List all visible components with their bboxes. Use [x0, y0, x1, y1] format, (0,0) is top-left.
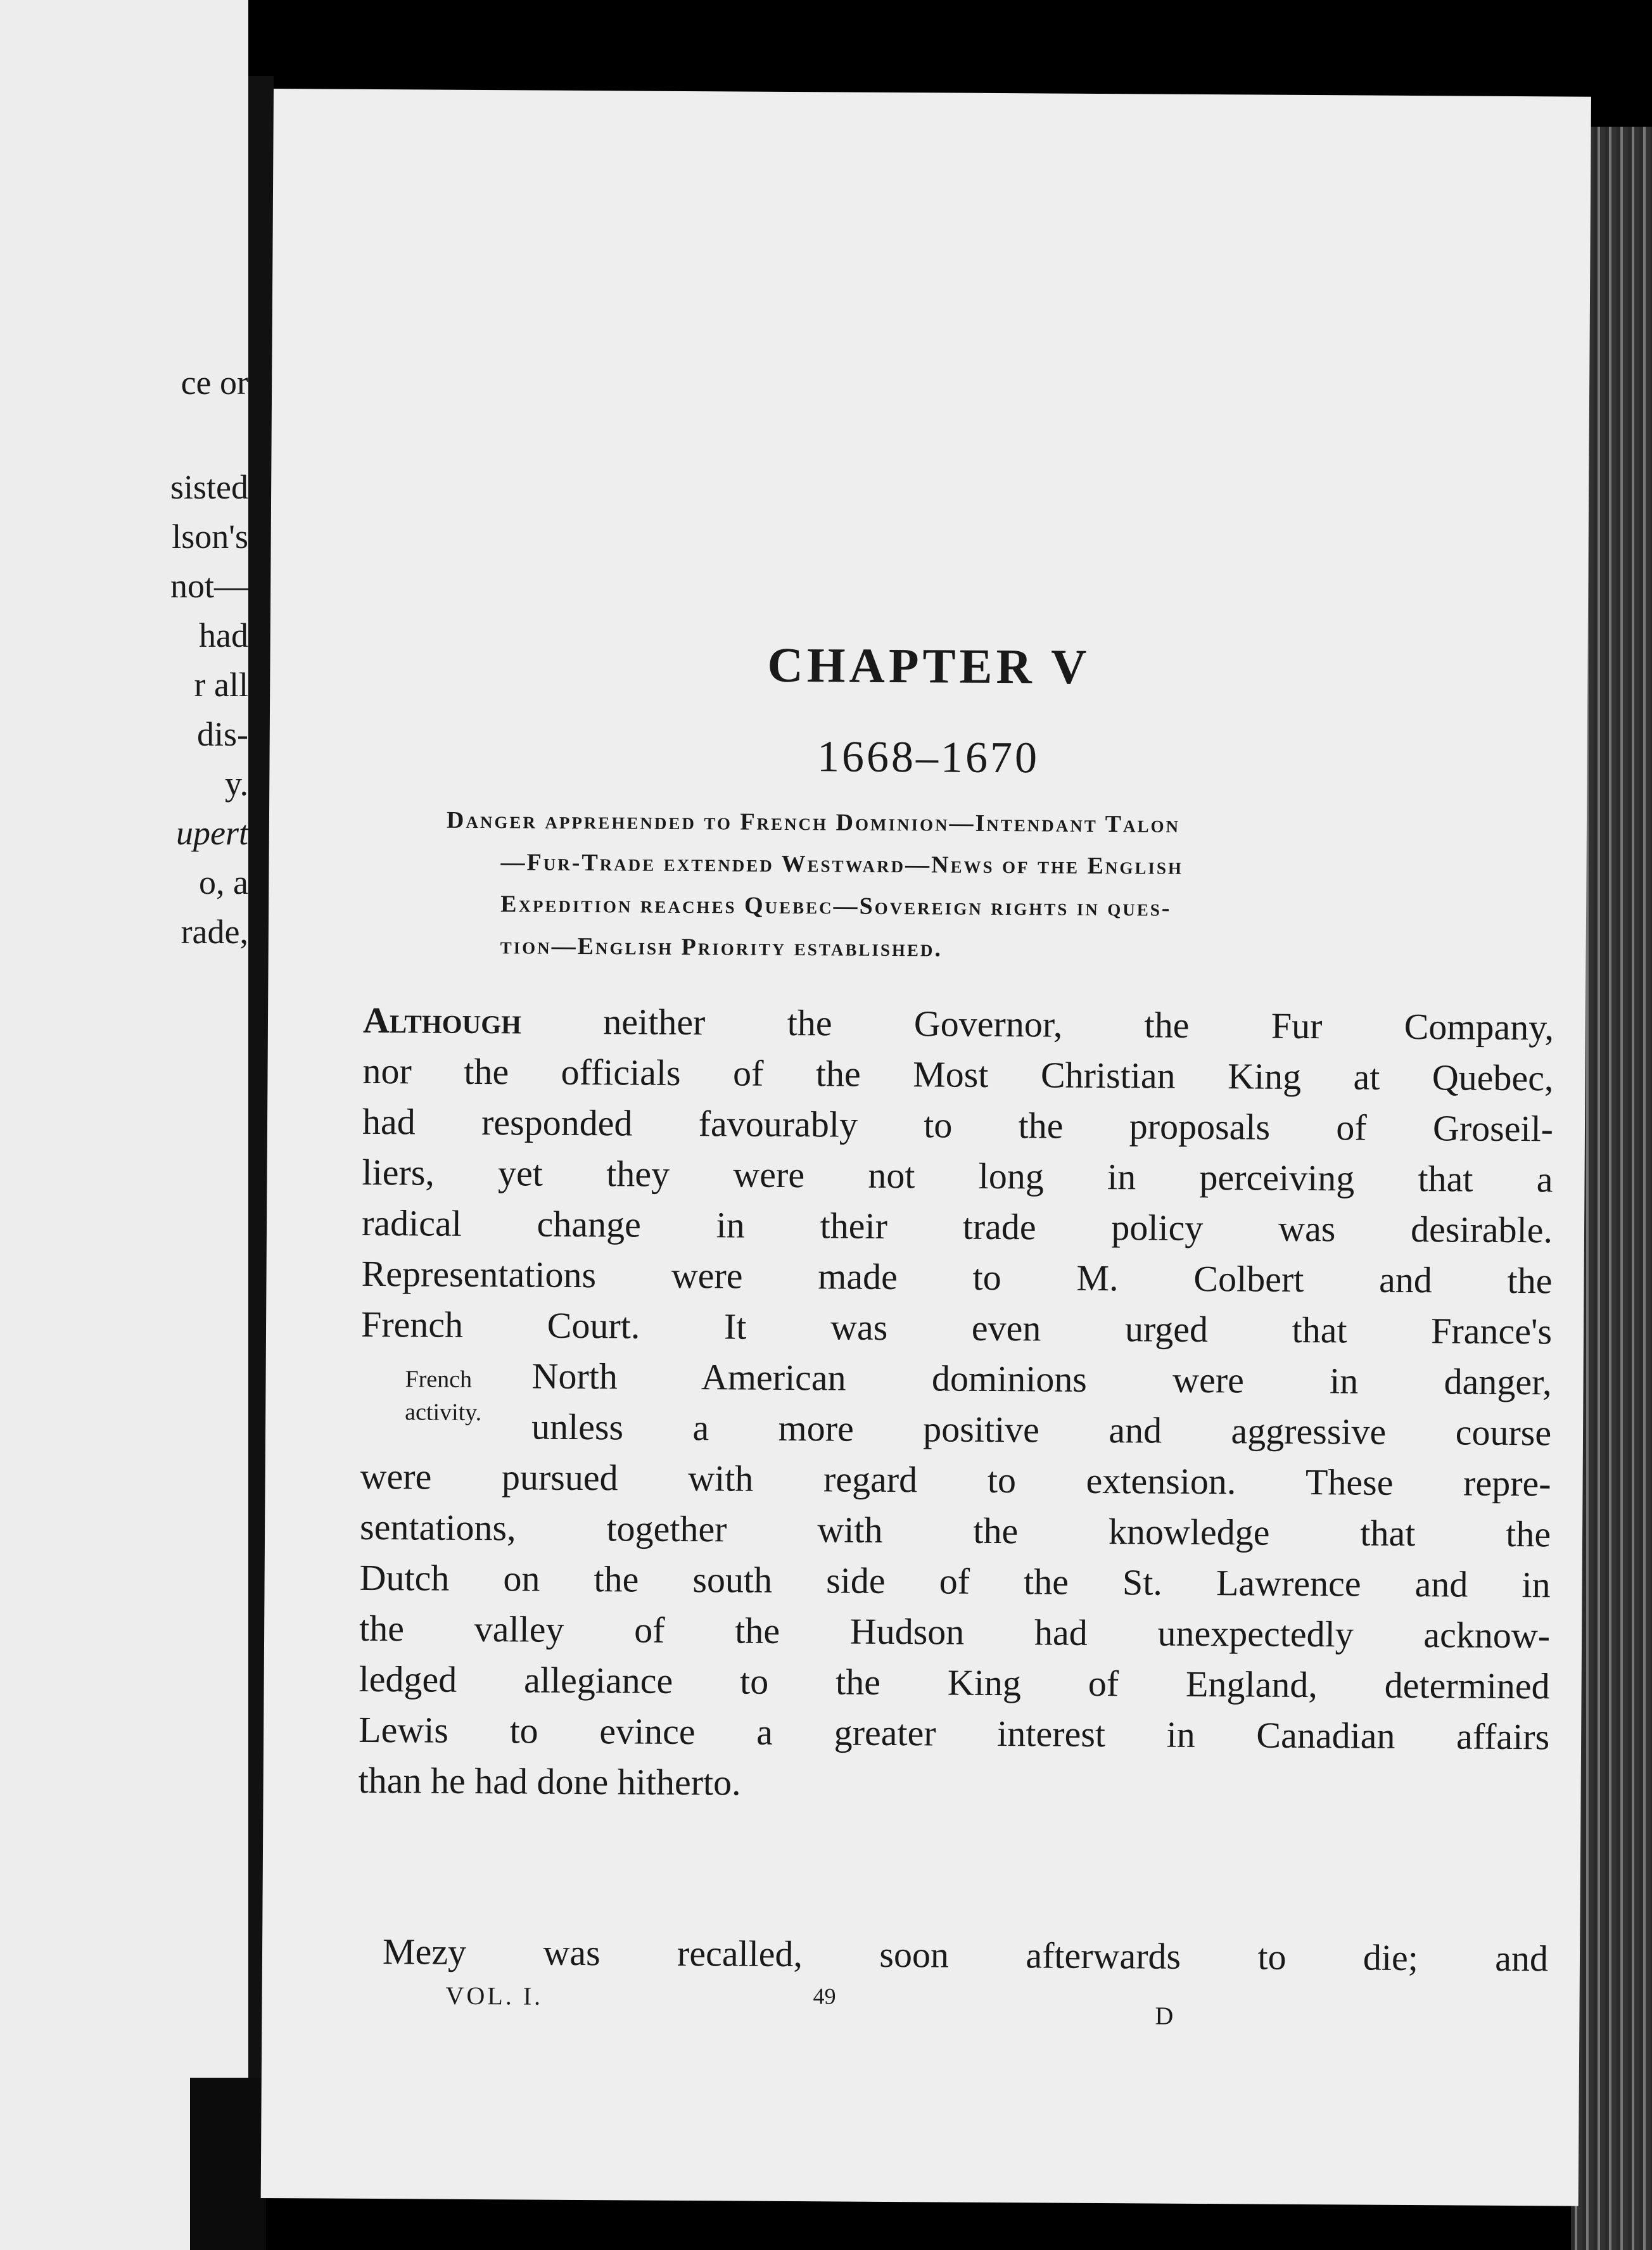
body-line: North American dominions were in danger, — [531, 1355, 1552, 1403]
lead-word: Although — [362, 999, 522, 1042]
body-line: Dutch on the south side of the St. Lawrence and in — [359, 1556, 1551, 1606]
synopsis-line: Danger apprehended to French Dominion—Intendant Talon — [446, 806, 1181, 838]
body-line: Mezy was recalled, soon afterwards to die; and — [382, 1931, 1549, 1980]
previous-page — [0, 0, 248, 2250]
second-paragraph — [383, 1926, 1548, 1984]
left-page-fragment: r all — [194, 666, 248, 704]
left-page-fragment: y. — [225, 765, 248, 803]
body-line: the valley of the Hudson had unexpectedly acknow- — [359, 1607, 1551, 1656]
page-number: 49 — [813, 1983, 836, 2009]
left-page-fragment: upert — [176, 814, 248, 852]
body-line: Although neither the Governor, the Fur Company, — [362, 999, 1554, 1048]
synopsis-line: tion—English Priority established. — [500, 932, 943, 962]
body-line: sentations, together with the knowledge that the — [359, 1506, 1551, 1555]
left-page-fragment: not— — [170, 567, 248, 605]
left-page-fragment: dis- — [197, 715, 248, 753]
body-line: than he had done hitherto. — [358, 1759, 741, 1803]
left-page-fragment: ce or — [181, 364, 248, 402]
body-line: Lewis to evince a greater interest in Canadian affairs — [358, 1708, 1550, 1758]
left-page-fragment: sisted — [170, 468, 248, 506]
left-page-fragment: o, a — [199, 863, 248, 901]
body-line: had responded favourably to the proposals of Groseil- — [362, 1100, 1554, 1150]
margin-note-line: activity. — [405, 1399, 482, 1427]
body-line: unless a more positive and aggressive course — [531, 1406, 1552, 1454]
body-line: ledged allegiance to the King of England, determined — [359, 1658, 1550, 1707]
body-line: were pursued with regard to extension. These repre- — [360, 1455, 1551, 1504]
left-page-fragment: lson's — [172, 518, 248, 556]
synopsis-line: Expedition reaches Quebec—Sovereign rights in ques- — [500, 891, 1172, 922]
left-page-fragment: had — [199, 616, 248, 654]
body-line: nor the officials of the Most Christian King at Quebec, — [362, 1050, 1554, 1099]
synopsis-line: —Fur-Trade extended Westward—News of the English — [500, 849, 1184, 880]
left-page-fragment: rade, — [181, 913, 248, 951]
signature-mark: D — [1155, 2001, 1174, 2030]
body-line: radical change in their trade policy was desirable. — [361, 1202, 1553, 1251]
margin-note — [405, 1363, 482, 1429]
footer-volume: VOL. I. — [445, 1981, 543, 2011]
chapter-title: CHAPTER V — [767, 637, 1091, 694]
margin-note-line: French — [405, 1366, 473, 1393]
chapter-years: 1668–1670 — [816, 732, 1040, 783]
chapter-synopsis — [446, 799, 1562, 974]
current-page — [261, 89, 1591, 2206]
body-paragraph — [358, 995, 1554, 1813]
body-line: French Court. It was even urged that France's — [360, 1303, 1553, 1352]
body-line: Representations were made to M. Colbert and the — [361, 1252, 1553, 1302]
book-gutter-shadow — [190, 2078, 266, 2250]
body-line: liers, yet they were not long in perceiving that a — [362, 1151, 1553, 1200]
